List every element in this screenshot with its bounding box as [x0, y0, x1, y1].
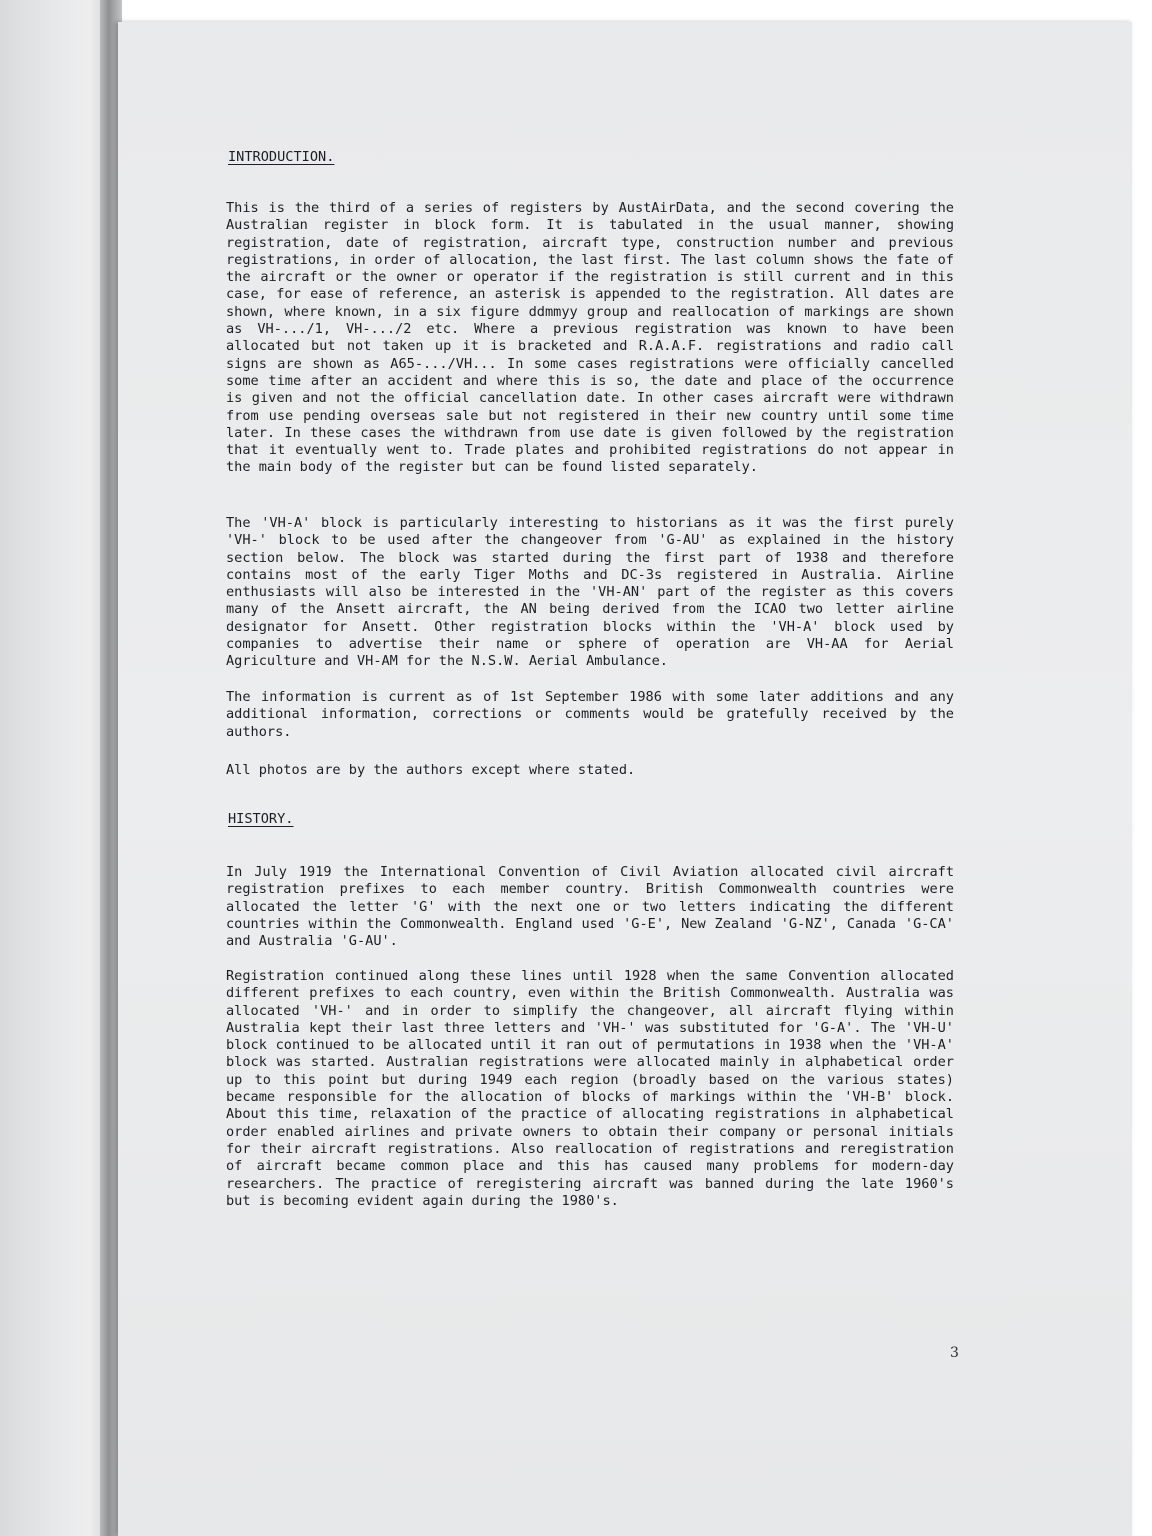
- document-page: [118, 22, 1132, 1536]
- facing-page-edge: [0, 0, 112, 1536]
- history-paragraph-1: In July 1919 the International Convention of Civil Aviation allocated civil aircraft registration prefixes to each member country. British Commonwealth countries were allocated the letter 'G' with the next one or two letters indicating the different countries within the Commonwealth. England used 'G-E', New Zealand 'G-NZ', Canada 'G-CA' and Australia 'G-AU'.: [226, 864, 954, 950]
- introduction-paragraph-3: The information is current as of 1st September 1986 with some later additions and any additional information, corrections or comments would be gratefully received by the authors.: [226, 689, 954, 740]
- introduction-paragraph-1: This is the third of a series of registers by AustAirData, and the second covering the Australian register in block form. It is tabulated in the usual manner, showing registration, date of registration, aircraft type, construction number and previous registrations, in order of allocation, the last first. The last column shows the fate of the aircraft or the owner or operator if the registration is still current and in this case, for ease of reference, an asterisk is appended to the registration. All dates are shown, where known, in a six figure ddmmyy group and reallocation of markings are shown as VH-.../1, VH-.../2 etc. Where a previous registration was known to have been allocated but not taken up it is bracketed and R.A.A.F. registrations and radio call signs are shown as A65-.../VH... In some cases registrations were officially cancelled some time after an accident and where this is so, the date and place of the occurrence is given and not the official cancellation date. In other cases aircraft were withdrawn from use pending overseas sale but not registered in their new country until some time later. In these cases the withdrawn from use date is given followed by the registration that it eventually went to. Trade plates and prohibited registrations do not appear in the main body of the register but can be found listed separately.: [226, 200, 954, 476]
- introduction-paragraph-4: All photos are by the authors except where stated.: [226, 762, 636, 778]
- history-heading: HISTORY.: [228, 811, 294, 827]
- page-number: 3: [950, 1345, 959, 1361]
- history-paragraph-2: Registration continued along these lines until 1928 when the same Convention allocated different prefixes to each country, even within the British Commonwealth. Australia was allocated 'VH-' and in order to simplify the changeover, all aircraft flying within Australia kept their last three letters and 'VH-' was substituted for 'G-A'. The 'VH-U' block continued to be allocated until it ran out of permutations in 1938 when the 'VH-A' block was started. Australian registrations were allocated mainly in alphabetical order up to this point but during 1949 each region (broadly based on the various states) became responsible for the allocation of blocks of markings within the 'VH-B' block. About this time, relaxation of the practice of allocating registrations in alphabetical order enabled airlines and private owners to obtain their company or personal initials for their aircraft registrations. Also reallocation of registrations and reregistration of aircraft became common place and this has caused many problems for modern-day researchers. The practice of reregistering aircraft was banned during the late 1960's but is becoming evident again during the 1980's.: [226, 968, 954, 1209]
- introduction-heading: INTRODUCTION.: [228, 149, 335, 165]
- background-edge: [1132, 0, 1152, 1536]
- introduction-paragraph-2: The 'VH-A' block is particularly interesting to historians as it was the first purely 'VH-' block to be used after the changeover from 'G-AU' as explained in the history section below. The block was started during the first part of 1938 and therefore contains most of the early Tiger Moths and DC-3s registered in Australia. Airline enthusiasts will also be interested in the 'VH-AN' part of the register as this covers many of the Ansett aircraft, the AN being derived from the ICAO two letter airline designator for Ansett. Other registration blocks within the 'VH-A' block used by companies to advertise their name or sphere of operation are VH-AA for Aerial Agriculture and VH-AM for the N.S.W. Aerial Ambulance.: [226, 515, 954, 670]
